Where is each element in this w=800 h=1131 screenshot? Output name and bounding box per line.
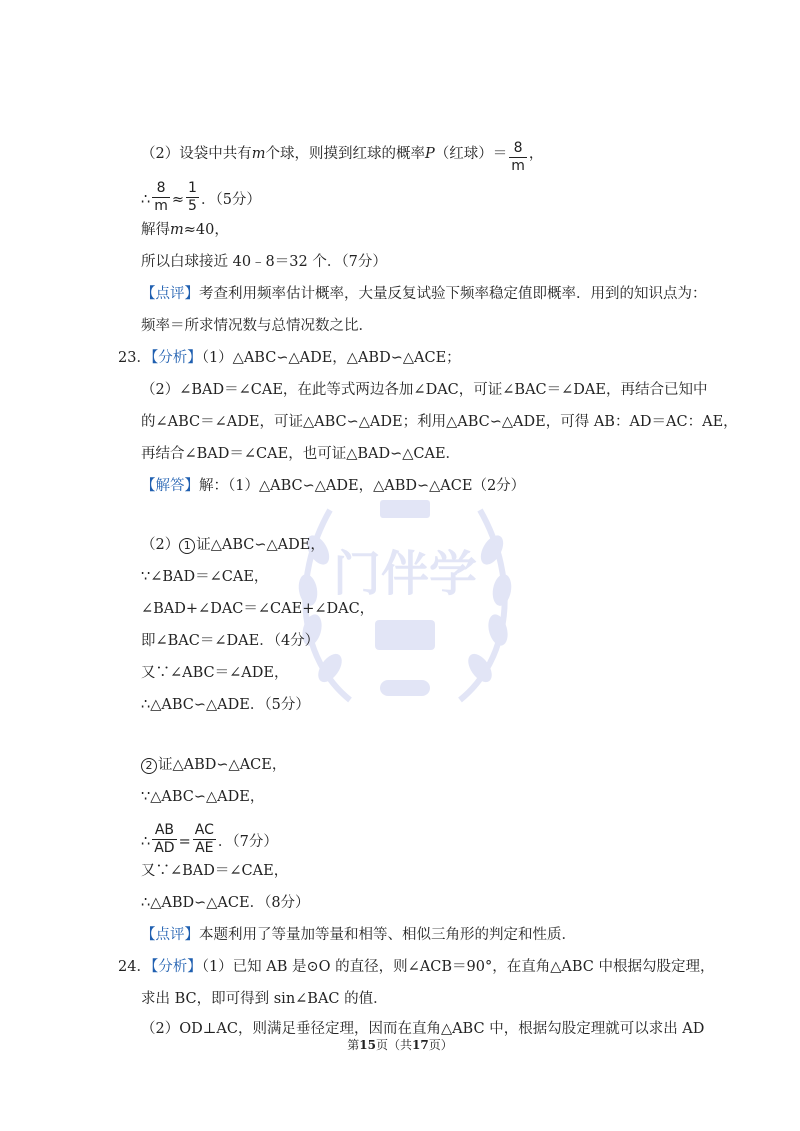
q23-step1: （2） 1 证△ABC∽△ADE， [141, 537, 325, 553]
q24-analysis-line3: （2）OD⊥AC，则满足垂径定理，因而在直角△ABC 中，根据勾股定理就可以求出 AD [141, 1021, 705, 1037]
comment-tag: 【点评】 [141, 286, 199, 302]
comment-22: 【点评】考查利用频率估计概率，大量反复试验下频率稳定值即概率．用到的知识点为： [141, 286, 707, 302]
q23-analysis-line2: （2）∠BAD＝∠CAE，在此等式两边各加∠DAC，可证∠BAC＝∠DAE，再结合已知中 [141, 382, 708, 398]
q23-step5: 又∵∠ABC＝∠ADE， [141, 665, 289, 681]
analysis-tag: 【分析】 [150, 959, 202, 975]
solve-line: 解得m≈40， [141, 222, 229, 238]
white-ball-line: 所以白球接近 40﹣8＝32 个．（7分） [141, 254, 387, 270]
probability-line: （2）设袋中共有m个球，则摸到红球的概率P（红球）＝ $\frac{8}{m}$ ， [141, 140, 544, 174]
q23-step3: ∠BAD+∠DAC＝∠CAE+∠DAC， [141, 601, 375, 617]
q23-analysis-line3: 的∠ABC＝∠ADE，可证△ABC∽△ADE；利用△ABC∽△ADE，可得 AB：AD＝AC：AE， [141, 414, 738, 430]
analysis-tag: 【分析】 [150, 350, 202, 366]
q23-answer: 【解答】解：（1）△ABC∽△ADE，△ABD∽△ACE（2分） [141, 478, 526, 494]
answer-tag: 【解答】 [141, 478, 199, 494]
q23-step6: ∴△ABC∽△ADE．（5分） [141, 697, 310, 713]
q23-step2: ∵∠BAD＝∠CAE， [141, 569, 269, 585]
watermark-text: 门伴学 [332, 546, 478, 602]
q23-step4: 即∠BAC＝∠DAE．（4分） [141, 633, 320, 649]
q23-part2-ratio: ∴ $\frac{AB}{AD}$ = $\frac{AC}{AE}$ ．（7分） [141, 822, 278, 856]
comment-tag: 【点评】 [141, 927, 199, 943]
q23-part2-step5: ∴△ABD∽△ACE．（8分） [141, 895, 310, 911]
q23-analysis: 23．【分析】（1）△ABC∽△ADE，△ABD∽△ACE； [118, 350, 461, 366]
ratio-equation: ∴ $\frac{8}{m}$ ≈ $\frac{1}{5}$ ．（5分） [141, 180, 261, 214]
q24-analysis-line2: 求出 BC，即可得到 sin∠BAC 的值． [141, 991, 388, 1007]
q24-analysis: 24．【分析】（1）已知 AB 是⊙O 的直径，则∠ACB＝90°，在直角△ABC 中根据勾股定理， [118, 959, 715, 975]
page-footer: 第15页（共17页） [347, 1038, 453, 1052]
fraction: $\frac{8}{m}$ [511, 140, 525, 174]
comment-22-line2: 频率＝所求情况数与总情况数之比． [141, 318, 373, 334]
q23-part2-step4: 又∵∠BAD＝∠CAE， [141, 863, 289, 879]
q23-part2-step1: 2 证△ABD∽△ACE， [141, 755, 286, 775]
circled-number: 1 [179, 538, 195, 554]
circled-number: 2 [141, 758, 157, 774]
q23-comment: 【点评】本题利用了等量加等量和相等、相似三角形的判定和性质． [141, 927, 576, 943]
q23-analysis-line4: 再结合∠BAD＝∠CAE，也可证△BAD∽△CAE． [141, 446, 461, 462]
q23-part2-step2: ∵△ABC∽△ADE， [141, 789, 265, 805]
